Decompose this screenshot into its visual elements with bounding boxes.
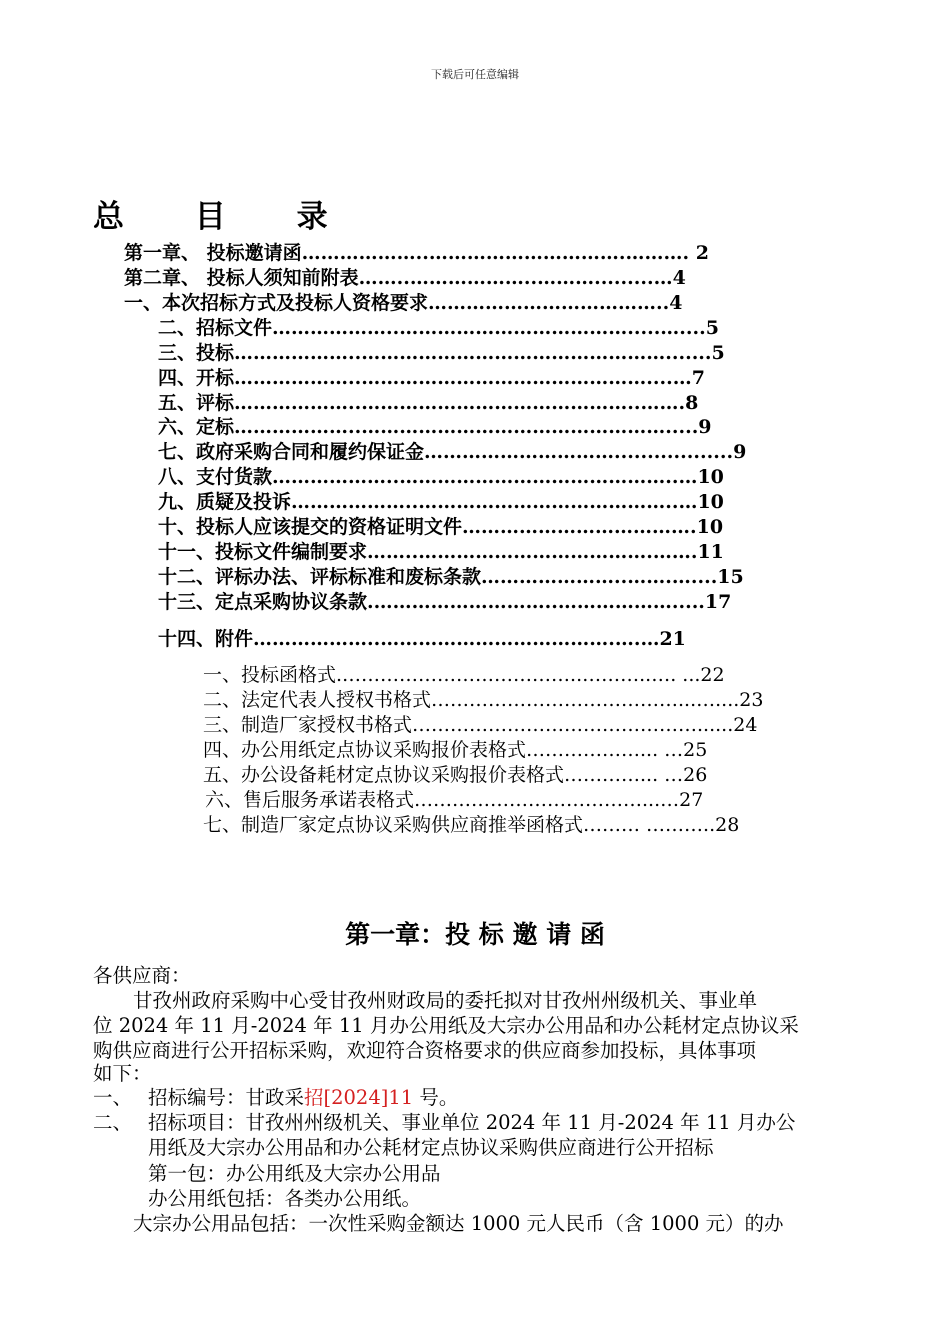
toc-entry-attachment-3[interactable]: 三、制造厂家授权书格式………………………………………......24 (203, 714, 758, 736)
toc-entry-section-7[interactable]: 七、政府采购合同和履约保证金…………………………..................9 (158, 441, 747, 463)
toc-entry-attachment-2[interactable]: 二、法定代表人授权书格式…………………………………...…....23 (203, 689, 764, 711)
toc-entry-chapter-1[interactable]: 第一章、 投标邀请函………………..………………………….………. 2 (124, 242, 709, 264)
toc-entry-attachment-4[interactable]: 四、办公用纸定点协议采购报价表格式………………... …25 (203, 739, 708, 761)
toc-entry-section-3[interactable]: 三、投标………………..………………………………………….......5 (158, 342, 725, 364)
toc-entry-attachment-1[interactable]: 一、投标函格式.………………………………..………..…. ...22 (203, 664, 725, 686)
intro-line-2: 位 2024 年 11 月-2024 年 11 月办公用纸及大宗办公用品和办公耗材定点协议采 (93, 1014, 799, 1037)
item-2-line-2: 用纸及大宗办公用品和办公耗材定点协议采购供应商进行公开招标 (148, 1136, 714, 1159)
toc-entry-attachment-7[interactable]: 七、制造厂家定点协议采购供应商推举函格式……… ………..28 (203, 814, 740, 836)
toc-entry-section-5[interactable]: 五、评标………………..……………………………………..…….8 (158, 392, 699, 414)
item-1-number: 一、 (93, 1086, 133, 1109)
toc-entry-section-8[interactable]: 八、支付货款………………..……………………………………..…10 (158, 466, 724, 488)
toc-entry-section-11[interactable]: 十一、投标文件编制要求……..……………………………….…….11 (158, 541, 724, 563)
toc-entry-section-2[interactable]: 二、招标文件………………..……………………………….....…....5 (158, 317, 719, 339)
toc-entry-section-14[interactable]: 十四、附件………………..……………………………….….…21 (158, 628, 686, 650)
toc-entry-attachment-5[interactable]: 五、办公设备耗材定点协议采购报价表格式…………... …26 (203, 764, 708, 786)
tender-number: 招[2024]11 (304, 1086, 414, 1109)
bulk-line: 大宗办公用品包括：一次性采购金额达 1000 元人民币（含 1000 元）的办 (133, 1212, 784, 1235)
toc-entry-section-4[interactable]: 四、开标………………..………………………………………....…7 (158, 367, 705, 389)
chapter-title: 第一章：投 标 邀 请 函 (345, 920, 605, 949)
toc-entry-section-10[interactable]: 十、投标人应该提交的资格证明文件……………………………….10 (158, 516, 724, 538)
intro-line-4: 如下： (93, 1062, 152, 1085)
toc-title: 总 目 录 (93, 199, 358, 235)
toc-entry-attachment-6[interactable]: 六、售后服务承诺表格式………………………………...…27 (205, 789, 704, 811)
toc-entry-section-6[interactable]: 六、定标………………..………………………………………….....9 (158, 416, 712, 438)
item-2-line-1: 招标项目：甘孜州州级机关、事业单位 2024 年 11 月-2024 年 11 月办公 (148, 1111, 796, 1134)
toc-entry-section-13[interactable]: 十三、定点采购协议条款.………………………..……………….....17 (158, 591, 732, 613)
paper-line: 办公用纸包括：各类办公用纸。 (148, 1187, 422, 1210)
toc-entry-section-1[interactable]: 一、本次招标方式及投标人资格要求………………………………..4 (124, 292, 683, 314)
item-1-text (148, 1082, 458, 1110)
toc-entry-section-9[interactable]: 九、质疑及投诉………………..…………………………………..…10 (158, 491, 724, 513)
intro-line-3: 购供应商进行公开招标采购，欢迎符合资格要求的供应商参加投标，具体事项 (93, 1039, 757, 1062)
item-1-suffix: 号。 (413, 1086, 459, 1109)
item-1-label: 招标编号：甘政采 (148, 1086, 305, 1109)
toc-entry-section-12[interactable]: 十二、评标办法、评标标准和废标条款…………………..…….…....15 (158, 566, 744, 588)
item-2-number: 二、 (93, 1111, 133, 1134)
intro-line-1: 甘孜州政府采购中心受甘孜州财政局的委托拟对甘孜州州级机关、事业单 (133, 989, 758, 1012)
header-note: 下载后可任意编辑 (431, 68, 519, 81)
package-1-line: 第一包：办公用纸及大宗办公用品 (148, 1162, 441, 1185)
toc-entry-chapter-2[interactable]: 第二章、 投标人须知前附表……..………………..……….........…4 (124, 267, 686, 289)
salutation: 各供应商： (93, 964, 191, 987)
